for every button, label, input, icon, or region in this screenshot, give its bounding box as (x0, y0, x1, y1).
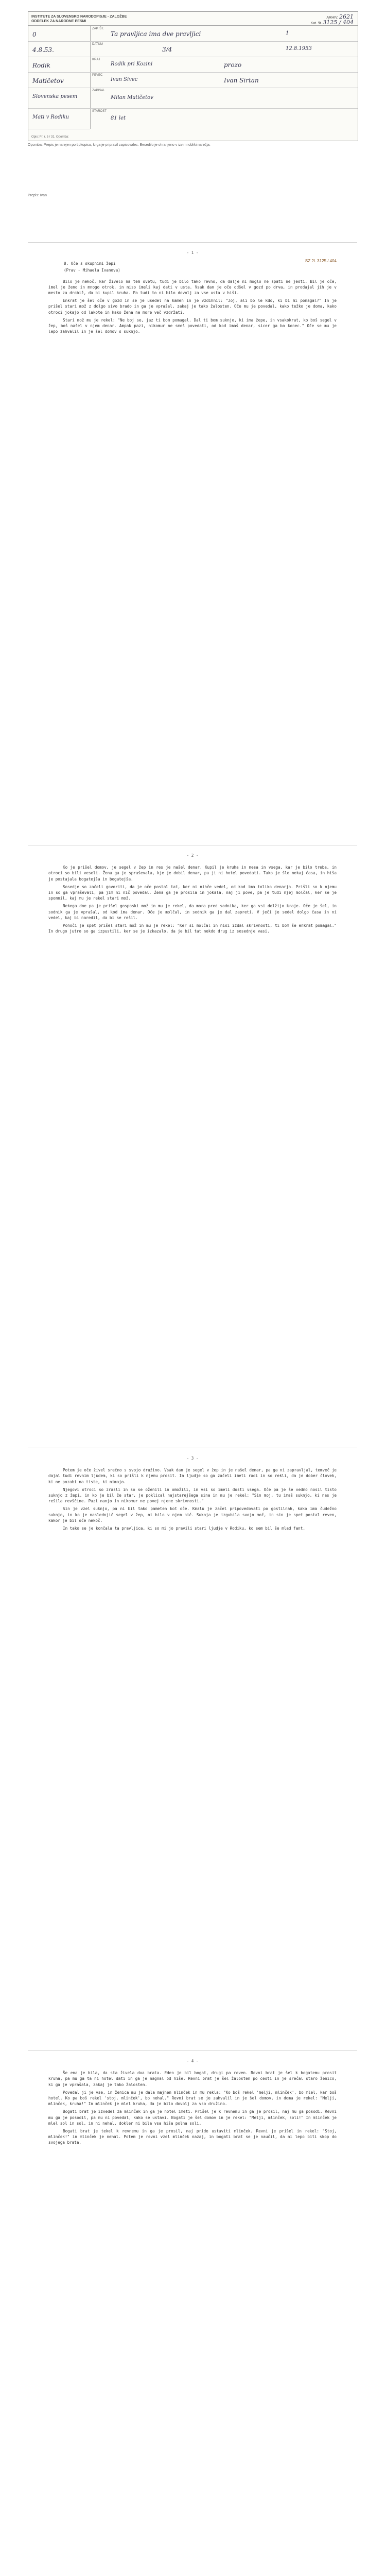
paragraph: Ko je prišel domov, je segel v žep in res je našel denar. Kupil je kruha in mesa in vsega, kar je bilo treba, in otroci so bili veseli. Žena ga je spraševala, kje je dobil denar, pa ji ni hotel povedati. Tako je šlo nekaj časa, in hiša je postajala bogatejša in bogatejša. (48, 865, 337, 882)
number-handwritten: 3/4 (162, 46, 172, 53)
card-left-value: Rodik (32, 62, 51, 69)
paragraph: Še ena je bila, da sta živela dva brata. Eden je bil bogat, drugi pa reven. Revni brat je šel k bogatemu prosit kruha, pa mu ga ta ni hotel dati in ga je nagnal od hiše. Revni brat je šel žalosten po cesti in je srečal staro ženico, ki ga je vprašala, zakaj je tako žalosten. (48, 2071, 337, 2087)
card-grid (28, 25, 358, 129)
card-singer-row (90, 72, 358, 88)
paragraph: Bogati brat je tekel k revnemu in ga je prosil, naj pride ustaviti mlinček. Revni je prišel in rekel: "Stoj, mlinček!" in mlinček je nehal. Potem je revni vzel mlinček nazaj, in bogati brat se je naučil, da ni lepo biti skop do svojega brata. (48, 2129, 337, 2145)
card-place-row (90, 57, 358, 73)
paragraph: Enkrat je šel oče v gozd in se je usedel na kamen in je vzdihnil: "Joj, ali bo le kdo, ki bi mi pomagal?" In je prišel stari mož z dolgo sivo brado in ga je vprašal, zakaj je tako žalosten. Oče mu je povedal, kako težko je doma, kako otroci jokajo od lakote in kako žena ne more več vzdržati. (48, 298, 337, 315)
paragraph: In tako se je končala ta pravljica, ki so mi jo pravili stari ljudje v Rodiku, ko sem bil še mlad fant. (63, 1526, 305, 1531)
institution-name: INSTITUTE ZA SLOVENSKO NARODOPISJE - ZALOŽBE (31, 15, 127, 19)
paragraph: Sosedje so začeli govoriti, da je oče postal tat, ker ni nihče vedel, od kod ima toliko denarja. Prišli so k njemu in so ga vpraševali, pa jim ni nič povedal. Žena ga je prosila in jokala, naj ji pove, pa je tudi njej molčal, ker se je spomnil, kaj mu je rekel stari mož. (48, 884, 337, 901)
field-label: PEVEC (92, 74, 103, 77)
title-handwritten: Ta pravljica ima dve pravljici (111, 30, 201, 38)
field-value: 12.8.1953 (286, 46, 312, 52)
paragraph: Ponoči je spet prišel stari mož in mu je rekel: "Ker si molčal in nisi izdal skrivnosti, ti bom še enkrat pomagal." In drugo jutro so ga izpustili, ker se je izkazalo, da je bil tat nekdo drug iz sosednje vasi. (48, 923, 337, 934)
paragraph: Stari mož mu je rekel: "Ne boj se, jaz ti bom pomagal. Dal ti bom suknjo, ki ima žepe, in vsakokrat, ko boš segel v žep, boš našel v njem denar. Ampak pazi, nikomur ne smeš povedati, od kod imaš denar, sicer ga bo konec." Oče se mu je lepo zahvalil in je šel domov s suknjo. (48, 317, 337, 334)
card-left-row (28, 41, 90, 57)
field-label: STAROST (92, 110, 107, 113)
card-title-row (90, 26, 358, 42)
archive-number: 2621 (339, 13, 354, 20)
genre-handwritten: prozo (224, 61, 242, 69)
card-left-value: Slovenska pesem (32, 94, 78, 99)
typed-page-1 (28, 242, 357, 835)
field-label: DATUM (92, 43, 103, 46)
card-left-value: Matičetov (32, 77, 64, 84)
card-left-row (28, 88, 90, 109)
paragraph: Potem je oče živel srečno s svojo družino. Vsak dan je segel v žep in je našel denar, pa ga ni zapravljal, temveč je dajal tudi revnim ljudem, ki so prišli k njemu prosit. In ljudje so ga začeli imeti radi in so rekli, da je dober človek, ki ne pozabi na tiste, ki nimajo. (48, 1468, 337, 1484)
page-number: - 3 - (186, 1456, 199, 1461)
field-value: 1 (286, 30, 289, 36)
story-heading: 8. Oče s skupnimi žepi (64, 261, 116, 266)
story-subheading: (Prav - Mihaela Ivanova) (64, 268, 120, 273)
paragraph: Nekega dne pa je prišel gosposki mož in mu je rekel, da mora pred sodnika, ker ga vsi dolžijo kraje. Oče je šel, in sodnik ga je vprašal, od kod ima denar. Oče je molčal, in sodnik ga je dal zapreti. V ječi je sedel dolgo časa in ni vedel, kaj bi naredil, da bi se rešil. (48, 904, 337, 920)
card-left-row (28, 26, 90, 42)
field-label: KRAJ (92, 58, 100, 61)
card-left-row (28, 108, 90, 129)
card-recorder-row (90, 88, 358, 109)
small-note: Prepis: Ivan (28, 194, 47, 197)
typed-page-4 (28, 2050, 357, 2576)
card-header-right (311, 14, 354, 26)
paragraph: Bogati brat je izvedel za mlinček in ga je hotel imeti. Prišel je k revnemu in ga je prosil, naj mu ga posodi. Revni mu ga je posodil, pa mu ni povedal, kako se ustavi. Bogati je šel domov in je rekel: "Melji, mlinček, soli!" In mlinček je mlel sol in sol, in ni nehal, dokler ni bila vsa hiša polna soli. (48, 2109, 337, 2126)
field-value: 81 let (111, 115, 126, 121)
archive-signature: SZ 2L 3125 / 404 (305, 259, 337, 263)
page-number: - 1 - (186, 250, 199, 255)
card-header (31, 14, 237, 24)
archive-label: ARHIV. (326, 16, 339, 20)
card-age-row (90, 108, 358, 129)
catalog-number: 3125 / 404 (323, 19, 354, 26)
archive-index-card (28, 11, 358, 141)
page-number: - 4 - (186, 2059, 199, 2063)
field-label: ZAPISAL (92, 89, 105, 92)
paragraph: Sin je vzel suknjo, pa ni bil tako pameten kot oče. Kmalu je začel pripovedovati po gostilnah, kako ima čudežno suknjo, in ko je naslednjič segel v žep, ni bilo v njem nič. Suknja je izgubila svojo moč, in sin je spet postal reven, kakor je bil oče nekoč. (48, 1506, 337, 1523)
field-value: Rodik pri Kozini (111, 61, 153, 67)
card-footer: Opis: Pr. r. 5 / 31. Opomba: (31, 135, 69, 139)
paragraph: Njegovi otroci so zrasli in so se oženili in omožili, in vsi so imeli dosti vsega. Oče pa je še vedno nosil tisto suknjo z žepi, in ko je bil že star, je poklical najstarejšega sina in mu je rekel: "Sin moj, tu imaš suknjo, ki nas je rešila revščine. Pazi nanjo in nikomur ne povej njene skrivnosti." (48, 1487, 337, 1504)
department-name: ODDELEK ZA NARODNE PESMI (31, 20, 86, 23)
field-value: Ivan Sivec (111, 77, 138, 82)
paragraph: Povedal ji je vse, in ženica mu je dala majhen mlinček in mu rekla: "Ko boš rekel 'melji, mlinček', bo mlel, kar boš hotel. Ko pa boš rekel 'stoj, mlinček', bo nehal." Revni brat se je zahvalil in je šel domov, in doma je rekel: "Melji, mlinček, kruha!" In mlinček je mlel kruha, da je bilo dovolj za vso družino. (48, 2090, 337, 2107)
card-left-value: 4.8.53. (32, 46, 54, 54)
card-left-row (28, 57, 90, 73)
card-number-row (90, 41, 358, 57)
typed-page-2 (28, 845, 357, 1438)
card-left-column (28, 26, 91, 129)
paragraph: Bilo je nekoč, kar živelo na tem svetu, tudi je bilo tako revno, da dalje ni moglo ne spati ne jesti. Bil je oče, imel je ženo in mnogo otrok, in niso imeli kaj dati v usta. Vsak dan je oče odšel v gozd po drva, in prodajal jih je v mesto za drobiž, da bi kupil kruha. Pa tudi to ni bilo dovolj za vse usta v hiši. (48, 279, 337, 296)
card-note: Opomba: Prepis je narejen po tipkopisu, ki ga je pripravil zapisovalec. Besedilo je ohranjeno v izvirni obliki narečja. (28, 143, 210, 147)
field-label: ZAP. ŠT. (92, 27, 104, 30)
card-left-value: 0 (32, 31, 37, 38)
page-number: - 2 - (186, 853, 199, 858)
card-left-value: Mati v Rodiku (32, 114, 69, 120)
card-left-row (28, 72, 90, 88)
typed-page-3 (28, 1448, 357, 2041)
field-value: Milan Matičetov (111, 95, 153, 100)
narrator-handwritten: Ivan Sirtan (224, 77, 259, 84)
catalog-label: Kat. št. (310, 22, 322, 25)
